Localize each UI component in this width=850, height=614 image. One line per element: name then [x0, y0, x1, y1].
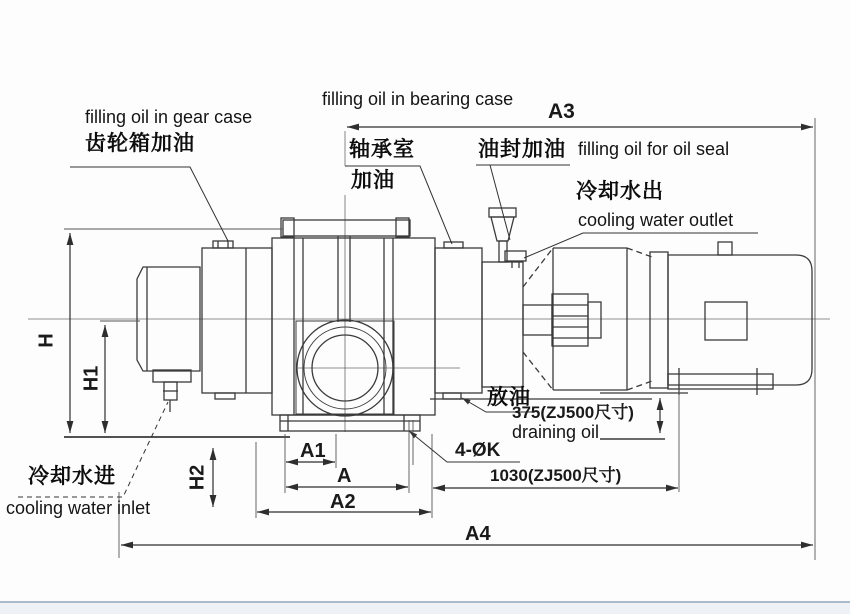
- label-seal-oil-zh: 油封加油: [478, 138, 566, 161]
- label-dim-a2: A2: [330, 491, 356, 513]
- label-bearing-oil-en: filling oil in bearing case: [322, 89, 514, 109]
- label-seal-oil-en: filling oil for oil seal: [578, 139, 730, 159]
- oil-drain-cap: [443, 393, 461, 399]
- coupling: [523, 294, 601, 346]
- motor-terminal-box: [705, 302, 747, 340]
- extension-lines: [64, 118, 815, 560]
- seal-housing: [482, 262, 523, 387]
- label-water-outlet-zh: 冷却水出: [576, 180, 664, 203]
- label-drain-en: draining oil: [512, 422, 600, 442]
- label-water-outlet-en: cooling water outlet: [578, 210, 734, 230]
- label-dim-a1: A1: [300, 440, 326, 462]
- oil-seal-filler-cup: [489, 208, 516, 262]
- motor: [650, 242, 812, 395]
- label-gear-oil-zh: 齿轮箱加油: [85, 132, 195, 155]
- label-dim-h2: H2: [186, 464, 209, 491]
- blower-assembly: [64, 208, 812, 439]
- top-inlet-flange: [281, 218, 410, 237]
- label-dim-h: H: [35, 333, 58, 348]
- footer-strip: [0, 601, 850, 614]
- label-bearing-oil-zh2: 加油: [351, 169, 395, 192]
- leader-water-outlet: [524, 233, 758, 258]
- label-dim-a3: A3: [548, 100, 575, 123]
- label-dim-1030: 1030(ZJ500尺寸): [490, 466, 622, 485]
- label-dim-a: A: [337, 465, 352, 487]
- gear-oil-fill-cap: [213, 241, 233, 248]
- motor-eyebolt: [718, 242, 732, 255]
- cooling-water-inlet-fitting: [153, 370, 191, 412]
- label-dim-375: 375(ZJ500尺寸): [512, 403, 634, 422]
- label-water-inlet-zh: 冷却水进: [28, 465, 116, 488]
- label-bolt-holes: 4-ØK: [455, 440, 501, 461]
- dimension-lines: [70, 127, 813, 545]
- gear-case: [202, 241, 272, 399]
- label-dim-a4: A4: [465, 523, 491, 545]
- label-drain-zh: 放油: [487, 386, 531, 409]
- leader-seal-oil: [476, 165, 570, 240]
- bottom-discharge-flange: [280, 415, 420, 431]
- label-dim-h1: H1: [80, 365, 103, 392]
- bearing-case: [435, 242, 482, 399]
- center-lines: [28, 131, 830, 432]
- label-water-inlet-en: cooling water inlet: [6, 498, 151, 518]
- label-bearing-oil-zh1: 轴承室: [349, 138, 415, 161]
- bearing-oil-fill-cap: [444, 242, 463, 248]
- leader-gear-oil: [70, 167, 228, 241]
- label-gear-oil-en: filling oil in gear case: [85, 107, 253, 127]
